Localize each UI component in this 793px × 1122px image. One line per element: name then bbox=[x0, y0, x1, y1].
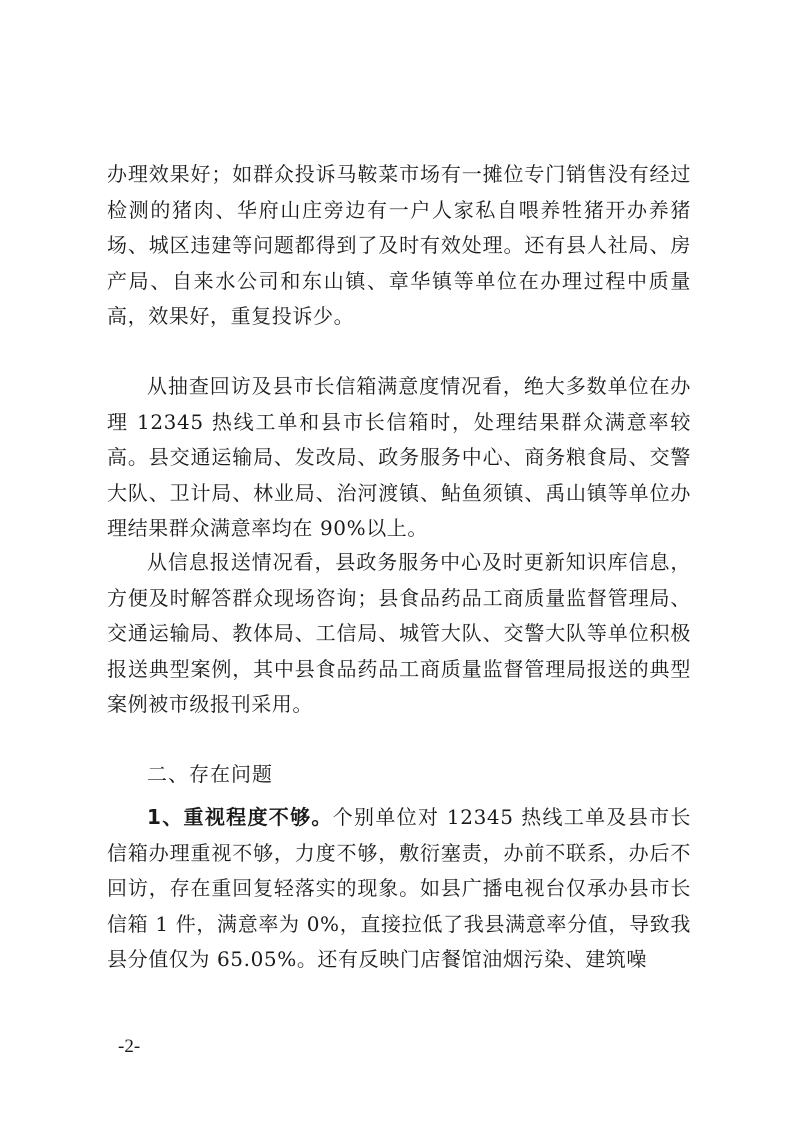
paragraph-3: 从信息报送情况看，县政务服务中心及时更新知识库信息，方便及时解答群众现场咨询；县食品药品工商质量监督管理局、交通运输局、教体局、工信局、城管大队、交警大队等单位积极报送典型案例，其中县食品药品工商质量监督管理局报送的典型案例被市级报刊采用。 bbox=[107, 550, 691, 716]
paragraph-1: 办理效果好；如群众投诉马鞍菜市场有一摊位专门销售没有经过检测的猪肉、华府山庄旁边有一户人家私自喂养牲猪开办养猪场、城区违建等问题都得到了及时有效处理。还有县人社局、房产局、自来水公司和东山镇、章华镇等单位在办理过程中质量高，效果好，重复投诉少。 bbox=[107, 162, 691, 328]
paragraph-4-lead: 1、重视程度不够。 bbox=[147, 805, 333, 829]
paragraph-2: 从抽查回访及县市长信箱满意度情况看，绝大多数单位在办理 12345 热线工单和县市长信箱时，处理结果群众满意率较高。县交通运输局、发改局、政务服务中心、商务粮食局、交警大队、卫计局、林业局、治河渡镇、鲇鱼须镇、禹山镇等单位办理结果群众满意率均在 90%以上。 bbox=[107, 374, 691, 540]
paragraph-4-body: 个别单位对 12345 热线工单及县市长信箱办理重视不够，力度不够，敷衍塞责，办前不联系，办后不回访，存在重回复轻落实的现象。如县广播电视台仅承办县市长信箱 1 件，满意率为 0%，直接拉低了我县满意率分值，导致我县分值仅为 65.05%。还有反映门店餐馆油烟污染、建筑噪 bbox=[107, 805, 691, 971]
section-heading: 二、存在问题 bbox=[147, 762, 273, 786]
page-number: -2- bbox=[118, 1036, 141, 1057]
paragraph-4 bbox=[107, 800, 691, 978]
